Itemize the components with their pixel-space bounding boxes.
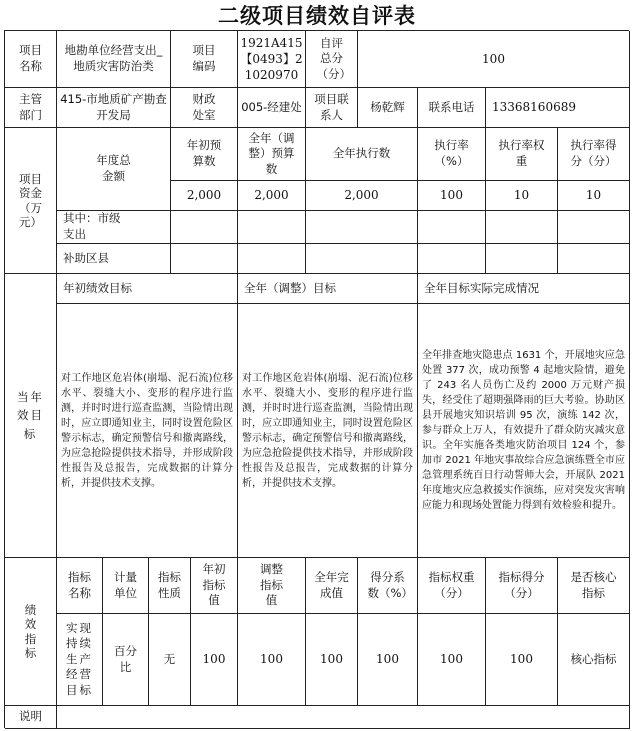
funds-col-exec-rate: [418, 128, 486, 181]
ind-h-coef: [358, 558, 418, 614]
ind-row-name-text: 实现持续生产经营目标: [66, 620, 93, 697]
ind-h-name: [57, 558, 103, 614]
contact-label: [306, 88, 358, 128]
ind-h-initial-text: 年初指标值: [202, 562, 226, 608]
funds-city-rate: [418, 211, 486, 244]
funds-subsidy-weight: [486, 244, 558, 274]
funds-city-initial: [171, 211, 238, 244]
ind-h-initial: [191, 558, 238, 614]
finance-value: 005-经建处: [238, 88, 306, 128]
project-code-label: [171, 31, 238, 88]
goals-col-actual: 全年目标实际完成情况: [418, 274, 630, 304]
funds-exec-rate-value: 100: [418, 181, 486, 211]
funds-subsidy-adjusted: [238, 244, 306, 274]
ind-h-weight: [418, 558, 486, 614]
funds-adjusted-budget-value: 2,000: [238, 181, 306, 211]
funds-col-exec-score-text: 执行率得分（分）: [570, 138, 617, 168]
self-score-label: [306, 31, 358, 88]
funds-row-subsidy-label: 补助区县: [57, 244, 171, 274]
funds-col-exec-weight: [486, 128, 558, 181]
funds-subsidy-executed: [306, 244, 418, 274]
ind-row-adjusted: 100: [238, 614, 306, 706]
project-name-label: [5, 31, 57, 88]
funds-city-adjusted: [238, 211, 306, 244]
funds-section-label-text: 项目资金（万元）: [19, 171, 42, 229]
funds-subsidy-initial: [171, 244, 238, 274]
indicators-section-label-text: 绩效指标: [24, 602, 37, 660]
funds-col-adjusted-budget-text: 全年（调整）预算数: [248, 130, 295, 176]
ind-row-completed: 100: [306, 614, 358, 706]
goals-adjusted-text: 对工作地区危岩体(崩塌、泥石流)位移水平、裂缝大小、变形的程序进行监测，并时时进行巡查监测，当险情出现时，应立即通知业主，同时设置危险区警示标志，确定预警信号和撤离路线，为应急抢险提供技术指导，并形成阶段性报告及总报告，完成数据的计算分析，并提供技术支撑。: [238, 304, 418, 558]
goals-actual-text: 全年排查地灾隐患点 1631 个，开展地灾应急处置 377 次，成功预警 4 起地灾险情，避免了 243 名人员伤亡及约 2000 万元财产损失，经受住了超期强降雨的巨大考验。协助区县开展地灾知识培训 95 次，演练 142 次，参与群众上万人，有效提升了群众防灾减灾意识。全年实施各类地灾防治项目 124 个，参加市 2021 年地灾事故综合应急演练暨全市应急管理系统百日行动誓师大会，开展队 2021 年度地灾应急救援实作演练，应对突发灾害响应能力和现场处置能力得到有效检验和提升。: [418, 304, 630, 558]
self-score-value: 100: [358, 31, 630, 88]
ind-row-nature: 无: [149, 614, 191, 706]
indicators-section-label: [5, 558, 57, 706]
funds-city-executed: [306, 211, 418, 244]
funds-subsidy-rate: [418, 244, 486, 274]
funds-section-label: [5, 128, 57, 274]
contact-label-text: 项目联系人: [314, 91, 349, 122]
project-code-value: 1921A415【0493】21020970: [238, 31, 306, 88]
ind-h-unit: [103, 558, 149, 614]
evaluation-table: [4, 30, 629, 728]
funds-col-initial-budget: [171, 128, 238, 181]
project-name-label-text: 项目名称: [19, 43, 42, 73]
funds-exec-score-value: 10: [558, 181, 630, 211]
funds-subsidy-score: [558, 244, 630, 274]
funds-row-city-label-text: 其中：市级支出: [63, 211, 121, 241]
funds-col-year-total: [57, 128, 171, 211]
ind-h-core-text: 是否核心指标: [570, 569, 617, 600]
ind-h-nature-text: 指标性质: [158, 569, 181, 600]
goals-col-initial: 年初绩效目标: [57, 274, 238, 304]
ind-row-unit: [103, 614, 149, 706]
contact-value: 杨乾辉: [358, 88, 418, 128]
ind-row-name: [57, 614, 103, 706]
ind-h-core: [558, 558, 630, 614]
phone-value: 13368160689: [486, 88, 630, 128]
ind-row-coef: 100: [358, 614, 418, 706]
funds-col-exec-weight-text: 执行率权重: [498, 138, 545, 168]
ind-h-completed-text: 全年完成值: [314, 569, 349, 600]
funds-col-exec-score: [558, 128, 630, 181]
ind-h-score: [486, 558, 558, 614]
funds-initial-budget-value: 2,000: [171, 181, 238, 211]
goals-section-label-text: 当年效目标: [17, 389, 44, 441]
ind-h-coef-text: 得分系数（%）: [367, 569, 413, 600]
project-code-label-text: 项目编码: [192, 43, 216, 73]
notes-label: 说明: [5, 706, 57, 729]
ind-row-unit-text: 百分比: [114, 643, 137, 674]
ind-h-completed: [306, 558, 358, 614]
funds-col-exec-rate-text: 执行率（%）: [434, 138, 469, 168]
funds-exec-weight-value: 10: [486, 181, 558, 211]
funds-city-weight: [486, 211, 558, 244]
ind-row-weight: 100: [418, 614, 486, 706]
ind-h-score-text: 指标得分（分）: [498, 569, 545, 600]
ind-row-core: 核心指标: [558, 614, 630, 706]
ind-h-adjusted: [238, 558, 306, 614]
goals-initial-text: 对工作地区危岩体(崩塌、泥石流)位移水平、裂缝大小、变形的程序进行监测，并时时进行巡查监测，当险情出现时，应立即通知业主，同时设置危险区警示标志，确定预警信号和撤离路线，为应急抢险提供技术指导，并形成阶段性报告及总报告，完成数据的计算分析，并提供技术支撑。: [57, 304, 238, 558]
page-title: 二级项目绩效自评表: [218, 3, 416, 28]
ind-h-unit-text: 计量单位: [114, 569, 137, 600]
funds-col-initial-budget-text: 年初预算数: [186, 138, 222, 168]
notes-value: [57, 706, 630, 729]
funds-col-executed: 全年执行数: [306, 128, 418, 181]
funds-executed-value: 2,000: [306, 181, 418, 211]
dept-value: 415-市地质矿产勘查开发局: [57, 88, 171, 128]
funds-row-city-label: [57, 211, 171, 244]
finance-label: [171, 88, 238, 128]
funds-col-year-total-text: 年度总金额: [96, 153, 131, 183]
goals-section-label: [5, 274, 57, 558]
self-score-label-text: 自评总分（分）: [316, 35, 351, 81]
finance-label-text: 财政处室: [192, 91, 216, 122]
funds-city-score: [558, 211, 630, 244]
dept-label-text: 主管部门: [19, 91, 42, 122]
ind-h-weight-text: 指标权重（分）: [428, 569, 475, 600]
ind-row-initial: 100: [191, 614, 238, 706]
goals-col-adjusted: 全年（调整）目标: [238, 274, 418, 304]
ind-h-name-text: 指标名称: [68, 569, 91, 600]
dept-label: [5, 88, 57, 128]
ind-row-score: 100: [486, 614, 558, 706]
funds-col-adjusted-budget: [238, 128, 306, 181]
ind-h-nature: [149, 558, 191, 614]
phone-label: 联系电话: [418, 88, 486, 128]
ind-h-adjusted-text: 调整指标值: [260, 562, 283, 608]
project-name-value: 地勘单位经营支出_地质灾害防治类: [57, 31, 171, 88]
